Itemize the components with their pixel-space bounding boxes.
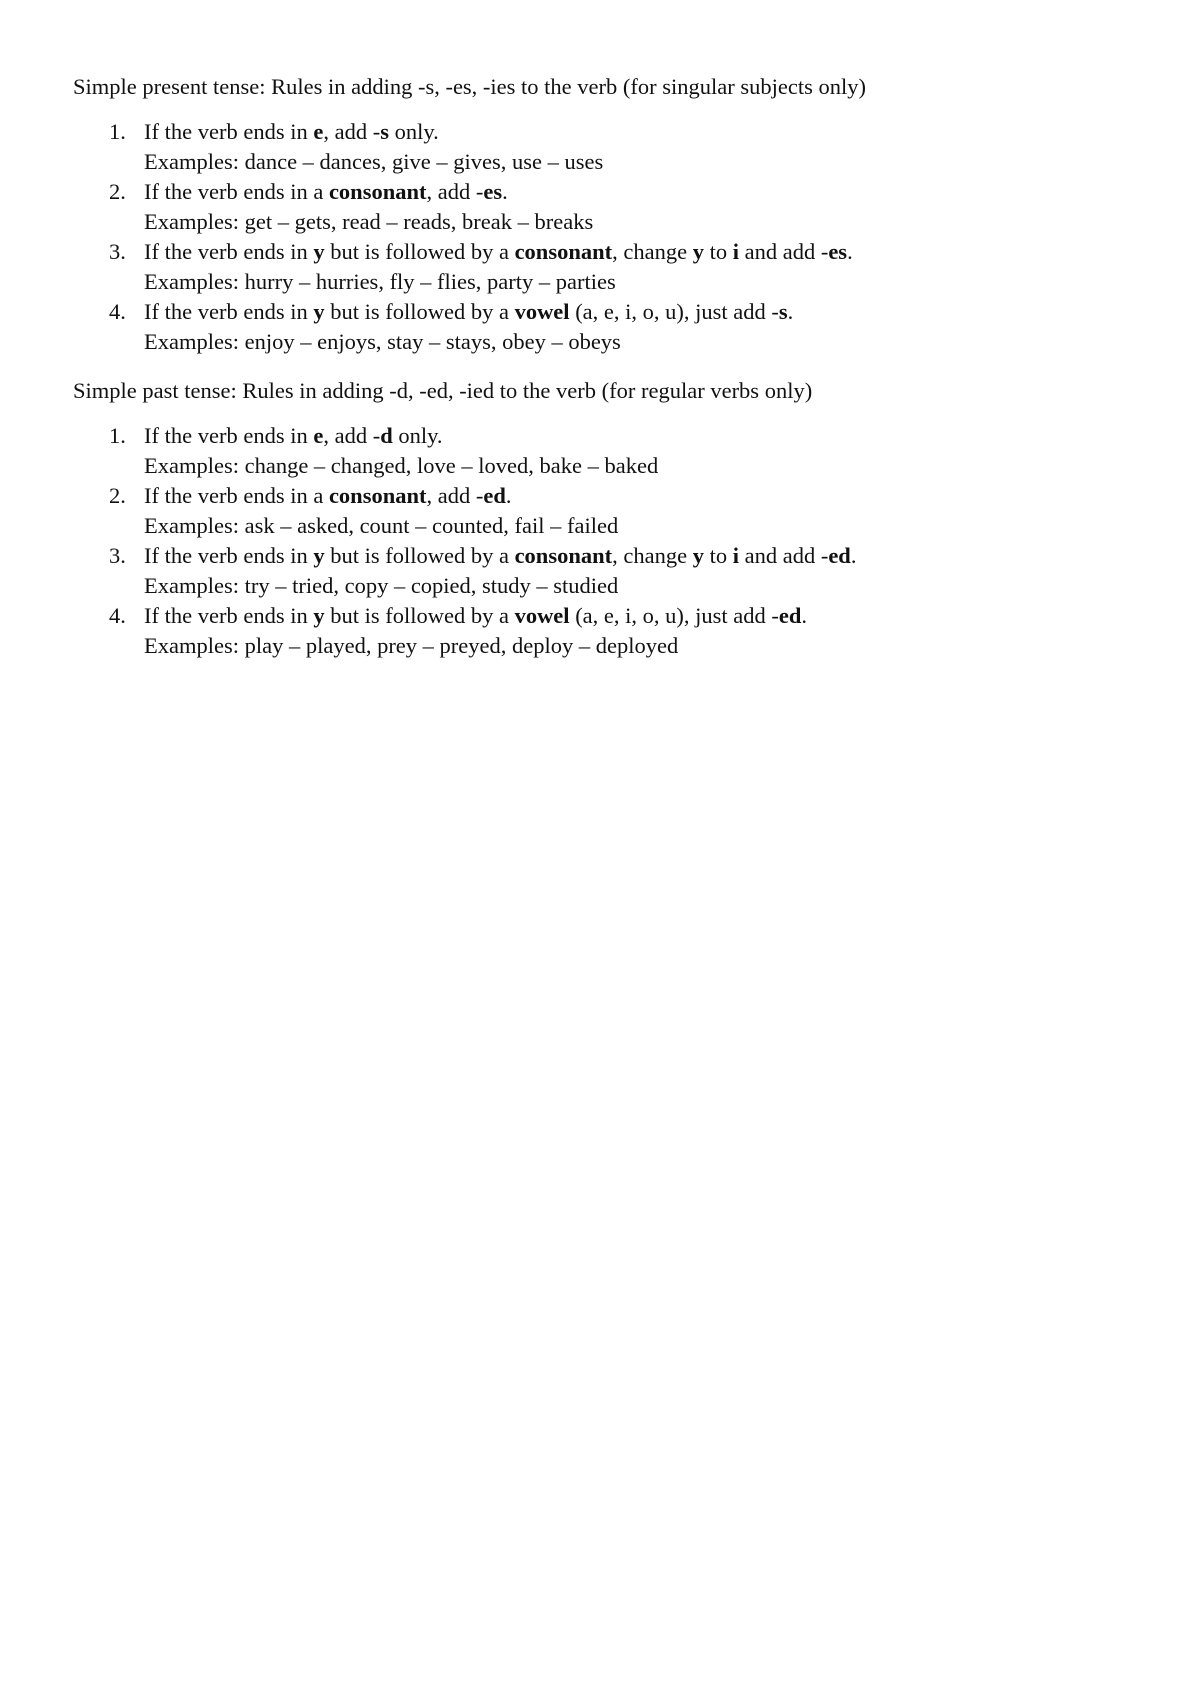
rule-examples: Examples: hurry – hurries, fly – flies, party – parties (144, 269, 616, 294)
rule-examples: Examples: get – gets, read – reads, break – breaks (144, 209, 594, 234)
rule-text (144, 541, 1123, 571)
rule-keyword: vowel (514, 603, 570, 628)
rule-item (73, 117, 1123, 177)
rule-examples: Examples: try – tried, copy – copied, study – studied (144, 573, 619, 598)
rule-text-segment: . (787, 299, 794, 324)
rule-keyword: es (483, 179, 503, 204)
rule-keyword: vowel (514, 299, 570, 324)
rule-keyword: y (313, 543, 325, 568)
rule-text-segment: but is followed by a (324, 299, 515, 324)
rule-item (73, 601, 1123, 661)
rule-text-segment: (a, e, i, o, u), just add - (569, 299, 779, 324)
rule-keyword: e (313, 119, 324, 144)
rule-number: 4. (109, 603, 126, 628)
rule-keyword: i (732, 543, 739, 568)
rule-examples: Examples: dance – dances, give – gives, use – uses (144, 149, 604, 174)
rule-text (144, 117, 1123, 147)
rule-item (73, 421, 1123, 481)
rule-examples: Examples: enjoy – enjoys, stay – stays, obey – obeys (144, 329, 621, 354)
present-tense-section (73, 72, 1123, 357)
rule-keyword: s (778, 299, 788, 324)
rule-text (144, 601, 1123, 631)
section-heading: Simple present tense: Rules in adding -s, -es, -ies to the verb (for singular subjects only) (73, 74, 866, 99)
rule-keyword: consonant (328, 483, 427, 508)
rule-text-segment: to (703, 543, 733, 568)
rule-text-segment: , change (612, 543, 693, 568)
rule-keyword: consonant (514, 239, 613, 264)
past-tense-section (73, 376, 1123, 661)
rule-number: 3. (109, 239, 126, 264)
rule-text-segment: . (502, 179, 508, 204)
rule-text-segment: but is followed by a (324, 239, 515, 264)
rule-text-segment: and add - (738, 239, 829, 264)
rule-item (73, 481, 1123, 541)
rule-text-segment: If the verb ends in (144, 239, 314, 264)
rule-list (73, 421, 1123, 661)
rule-text-segment: . (847, 239, 853, 264)
rule-keyword: y (313, 239, 325, 264)
rule-text (144, 421, 1123, 451)
rule-text-segment: , add - (426, 179, 484, 204)
rule-keyword: y (313, 603, 325, 628)
rule-keyword: es (828, 239, 848, 264)
rule-examples: Examples: ask – asked, count – counted, fail – failed (144, 513, 619, 538)
rule-keyword: ed (828, 543, 851, 568)
rule-text-segment: , add - (426, 483, 484, 508)
rule-number: 3. (109, 543, 126, 568)
rule-keyword: ed (483, 483, 506, 508)
rule-text-segment: and add - (738, 543, 829, 568)
rule-text-segment: only. (388, 119, 439, 144)
rule-keyword: y (692, 239, 704, 264)
rule-text-segment: to (703, 239, 733, 264)
rule-examples: Examples: change – changed, love – loved, bake – baked (144, 453, 659, 478)
rule-item (73, 541, 1123, 601)
rule-text-segment: (a, e, i, o, u), just add - (569, 603, 779, 628)
rule-text-segment: . (801, 603, 808, 628)
rule-text-segment: If the verb ends in (144, 423, 314, 448)
rule-keyword: ed (778, 603, 802, 628)
rule-item (73, 177, 1123, 237)
rule-number: 4. (109, 299, 126, 324)
rule-text (144, 177, 1123, 207)
rule-text-segment: , add - (323, 423, 381, 448)
rule-text-segment: If the verb ends in a (144, 483, 329, 508)
rule-examples: Examples: play – played, prey – preyed, deploy – deployed (144, 633, 679, 658)
rule-text-segment: but is followed by a (324, 603, 515, 628)
rule-text-segment: but is followed by a (324, 543, 515, 568)
rule-item (73, 237, 1123, 297)
rule-text-segment: . (850, 543, 857, 568)
rule-number: 1. (109, 423, 126, 448)
rule-text-segment: If the verb ends in (144, 299, 314, 324)
rule-text-segment: , change (612, 239, 693, 264)
rule-text (144, 237, 1123, 267)
rule-item (73, 297, 1123, 357)
rule-number: 1. (109, 119, 126, 144)
rule-keyword: e (313, 423, 324, 448)
rule-text-segment: If the verb ends in a (144, 179, 329, 204)
section-heading: Simple past tense: Rules in adding -d, -ed, -ied to the verb (for regular verbs only) (73, 378, 813, 403)
rule-keyword: i (732, 239, 739, 264)
rule-keyword: d (380, 423, 393, 448)
rule-number: 2. (109, 179, 126, 204)
rule-keyword: y (692, 543, 704, 568)
rule-keyword: consonant (328, 179, 427, 204)
rule-keyword: s (380, 119, 389, 144)
rule-list (73, 117, 1123, 357)
rule-text (144, 481, 1123, 511)
rule-number: 2. (109, 483, 126, 508)
rule-keyword: y (313, 299, 325, 324)
rule-text-segment: , add - (323, 119, 381, 144)
rule-text-segment: If the verb ends in (144, 543, 314, 568)
rule-text-segment: If the verb ends in (144, 603, 314, 628)
rule-keyword: consonant (514, 543, 613, 568)
rule-text-segment: If the verb ends in (144, 119, 314, 144)
rule-text-segment: only. (392, 423, 443, 448)
rule-text-segment: . (505, 483, 512, 508)
rule-text (144, 297, 1123, 327)
